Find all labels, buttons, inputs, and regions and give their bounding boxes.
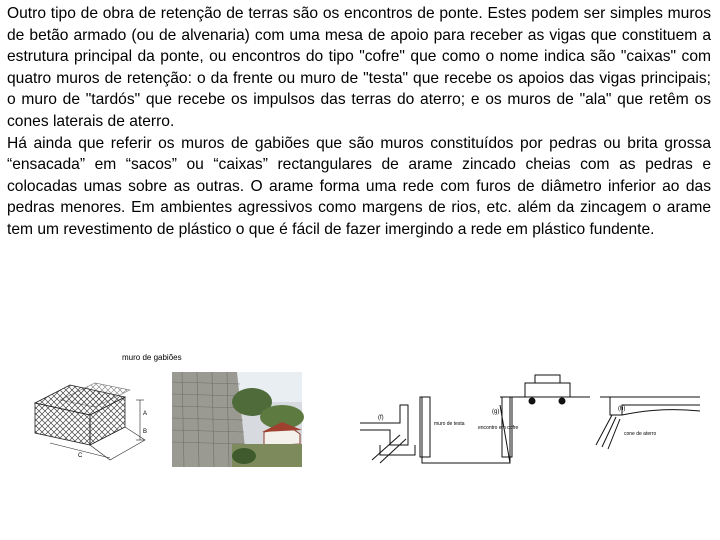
- body-text: [7, 3, 711, 241]
- dim-c-label: C: [78, 453, 83, 459]
- label-f: (f): [378, 415, 384, 421]
- gabion-diagram: [30, 345, 182, 465]
- gabion-photo: [172, 372, 302, 467]
- label-cone-aterro: cone de aterro: [624, 431, 657, 437]
- label-muro-testa: muro de testa: [434, 421, 465, 427]
- paragraph-abutments: Outro tipo de obra de retenção de terras são os encontros de ponte. Estes podem ser simples muros de betão armado (ou de alvenaria) com uma mesa de apoio para receber as vigas que constituem a estrutura principal da ponte, ou encontros do tipo "cofre" que como o nome indica são "caixas" com quatro muros de retenção: o da frente ou muro de "testa" que recebe os apoios das vigas principais; o muro de "tardós" que recebe os impulsos das terras do aterro; e os muros de "ala" que retêm os cones laterais de aterro.: [7, 5, 711, 130]
- paragraph-gabions: Há ainda que referir os muros de gabiões que são muros constituídos por pedras ou brita grossa “ensacada” em “sacos” ou “caixas” rectangulares de arame zincado cheias com as pedras e colocadas umas sobre as outras. O arame forma uma rede com furos de diâmetro inferior ao das pedras menores. Em ambientes agressivos como margens de rios, etc. além da zincagem o arame tem um revestimento de plástico o que é fácil de fazer imergindo a rede em plástico fundente.: [7, 134, 711, 238]
- label-encontro-cofre: encontro em cofre: [478, 425, 519, 431]
- label-h: (h): [618, 406, 626, 412]
- dim-b-label: B: [143, 429, 148, 435]
- dim-a-label: A: [143, 411, 148, 417]
- gabion-caption: muro de gabiões: [122, 353, 182, 362]
- label-g: (g): [492, 409, 500, 415]
- abutment-diagrams: [360, 375, 700, 470]
